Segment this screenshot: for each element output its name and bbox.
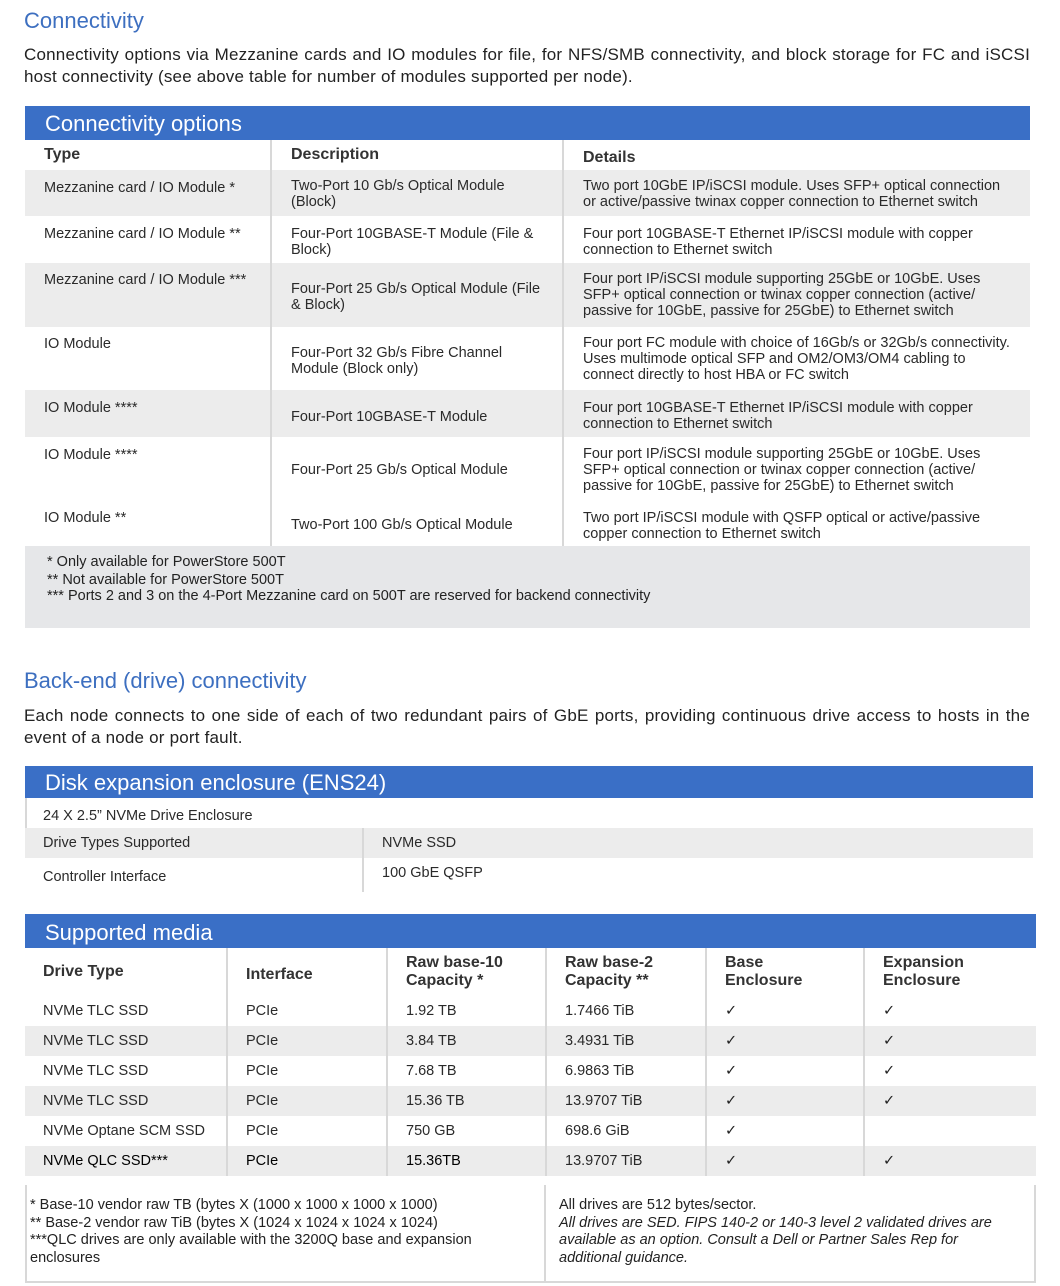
footnote-divider xyxy=(544,1185,546,1283)
footnote-qlc: ***QLC drives are only available with the 3200Q base and expansion enclosures xyxy=(30,1232,472,1266)
note-1: * Only available for PowerStore 500T xyxy=(47,554,286,570)
check-icon: ✓ xyxy=(883,1003,896,1019)
table-row: NVMe TLC SSD PCIe 15.36 TB 13.9707 TiB ✓ ✓ xyxy=(25,1086,1036,1116)
ens-subtitle: 24 X 2.5” NVMe Drive Enclosure xyxy=(25,798,1033,828)
ens-table-title: Disk expansion enclosure (ENS24) xyxy=(25,766,1033,798)
table-row: IO Module ** Two-Port 100 Gb/s Optical Module Two port IP/iSCSI module with QSFP optical or active/passive copper connection to Ethernet switch xyxy=(25,500,1030,546)
ens-table xyxy=(25,828,1033,892)
check-icon xyxy=(864,1116,1036,1146)
table-row: IO Module **** Four-Port 25 Gb/s Optical Module Four port IP/iSCSI module supporting 25GbE or 10GbE. Uses SFP+ optical connection or twinax copper connection (active/ passive for 10GbE, passive for 25GbE) to Ethernet switch xyxy=(25,437,1030,500)
media-table-title: Supported media xyxy=(25,914,1036,948)
table-row: IO Module Four-Port 32 Gb/s Fibre Channel Module (Block only) Four port FC module with choice of 16Gb/s or 32Gb/s connectivity. Uses multimode optical SFP and OM2/OM3/OM4 cabling to connect directly to host HBA or FC switch xyxy=(25,327,1030,390)
check-icon: ✓ xyxy=(706,1056,864,1086)
table-row: IO Module **** Four-Port 10GBASE-T Module Four port 10GBASE-T Ethernet IP/iSCSI module with copper connection to Ethernet switch xyxy=(25,390,1030,437)
col-description: Description xyxy=(271,140,563,170)
table-row: NVMe TLC SSD PCIe 1.92 TB 1.7466 TiB ✓ ✓ xyxy=(25,996,1036,1026)
table-row: Mezzanine card / IO Module ** Four-Port 10GBASE-T Module (File & Block) Four port 10GBASE-T Ethernet IP/iSCSI module with copper connection to Ethernet switch xyxy=(25,216,1030,263)
table-row: NVMe TLC SSD PCIe 3.84 TB 3.4931 TiB ✓ ✓ xyxy=(25,1026,1036,1056)
col-interface: Interface xyxy=(227,948,387,996)
table-row: Mezzanine card / IO Module *** Four-Port 25 Gb/s Optical Module (File & Block) Four port IP/iSCSI module supporting 25GbE or 10GbE. Uses SFP+ optical connection or twinax copper connection (active/ passive for 10GbE, passive for 25GbE) to Ethernet switch xyxy=(25,263,1030,327)
media-table xyxy=(25,948,1036,1176)
connectivity-intro: Connectivity options via Mezzanine cards and IO modules for file, for NFS/SMB connectivity, and block storage for FC and iSCSI host connectivity (see above table for number of modules supported per node). xyxy=(24,45,1030,86)
footnote-base2: ** Base-2 vendor raw TiB (bytes X (1024 x 1024 x 1024 x 1024) xyxy=(30,1214,438,1231)
check-icon: ✓ xyxy=(864,1146,1036,1176)
table-row: NVMe QLC SSD*** PCIe 15.36TB 13.9707 TiB ✓ ✓ xyxy=(25,1146,1036,1176)
backend-heading: Back-end (drive) connectivity xyxy=(24,668,307,693)
col-drive-type: Drive Type xyxy=(25,948,227,996)
connectivity-notes xyxy=(25,546,1030,628)
check-icon: ✓ xyxy=(864,1086,1036,1116)
backend-intro: Each node connects to one side of each of two redundant pairs of GbE ports, providing continuous drive access to hosts in the event of a node or port fault. xyxy=(24,706,1030,747)
footnote-sector: All drives are 512 bytes/sector. xyxy=(559,1197,757,1213)
col-type: Type xyxy=(25,140,271,170)
connectivity-heading: Connectivity xyxy=(24,8,144,33)
connectivity-table xyxy=(25,140,1030,546)
note-2: ** Not available for PowerStore 500T xyxy=(47,572,284,588)
col-details: Details xyxy=(583,149,636,166)
footnote-sed: All drives are SED. FIPS 140-2 or 140-3 level 2 validated drives are available as an option. Consult a Dell or Partner Sales Rep for additional guidance. xyxy=(559,1214,992,1266)
check-icon: ✓ xyxy=(706,996,864,1026)
check-icon: ✓ xyxy=(706,1086,864,1116)
media-footnotes-left xyxy=(30,1197,530,1267)
connectivity-table-title: Connectivity options xyxy=(25,106,1030,140)
col-raw-base10: Raw base-10 Capacity * xyxy=(387,948,546,996)
table-row: Drive Types Supported NVMe SSD xyxy=(25,828,1033,858)
media-footnotes-right xyxy=(559,1197,1024,1267)
footnote-base10: * Base-10 vendor raw TB (bytes X (1000 x 1000 x 1000 x 1000) xyxy=(30,1197,438,1213)
note-3: *** Ports 2 and 3 on the 4-Port Mezzanine card on 500T are reserved for backend connectivity xyxy=(47,588,651,604)
check-icon: ✓ xyxy=(883,1063,896,1079)
table-row: Controller Interface 100 GbE QSFP xyxy=(25,858,1033,892)
col-expansion-enclosure: Expansion Enclosure xyxy=(883,954,964,989)
check-icon: ✓ xyxy=(706,1146,864,1176)
col-base-enclosure: Base Enclosure xyxy=(706,948,864,996)
table-row: NVMe Optane SCM SSD PCIe 750 GB 698.6 GiB ✓ xyxy=(25,1116,1036,1146)
table-row: NVMe TLC SSD PCIe 7.68 TB 6.9863 TiB ✓ ✓ xyxy=(25,1056,1036,1086)
table-row: Mezzanine card / IO Module * Two-Port 10 Gb/s Optical Module (Block) Two port 10GbE IP/iSCSI module. Uses SFP+ optical connection or active/passive twinax copper connection to Ethernet switch xyxy=(25,170,1030,216)
col-raw-base2: Raw base-2 Capacity ** xyxy=(546,948,706,996)
check-icon: ✓ xyxy=(706,1116,864,1146)
check-icon: ✓ xyxy=(864,1026,1036,1056)
check-icon: ✓ xyxy=(706,1026,864,1056)
